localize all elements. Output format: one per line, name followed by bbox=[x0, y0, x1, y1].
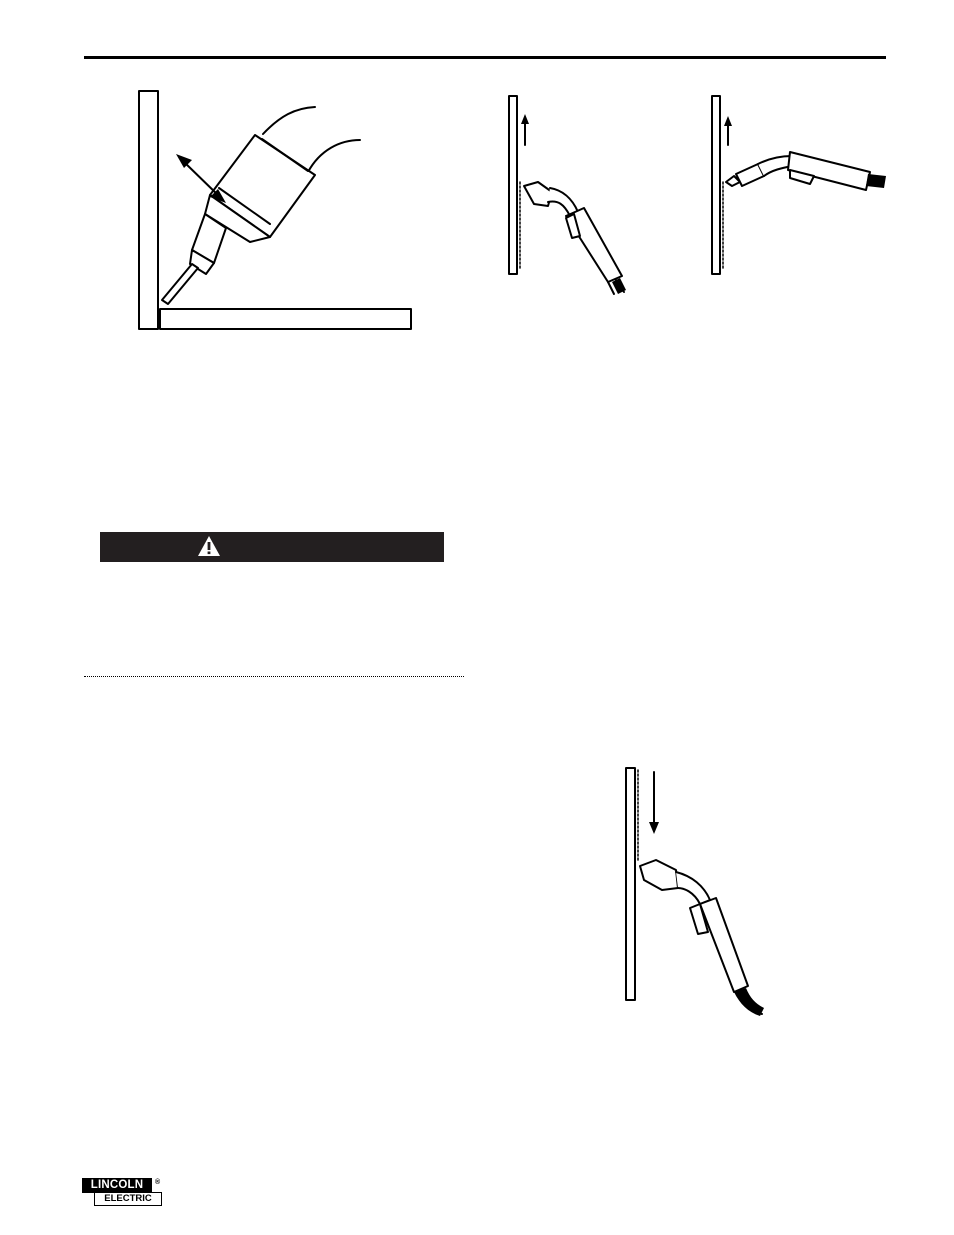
warning-triangle-icon bbox=[197, 535, 221, 557]
fillet-weld-illustration bbox=[130, 80, 430, 340]
header-rule bbox=[84, 56, 886, 59]
logo-line-1: LINCOLN bbox=[82, 1178, 152, 1193]
registered-mark: ® bbox=[155, 1179, 161, 1186]
vertical-up-angled-weld-illustration bbox=[700, 90, 890, 285]
warning-banner bbox=[100, 532, 444, 562]
lincoln-electric-logo bbox=[82, 1178, 164, 1208]
section-divider bbox=[84, 676, 464, 677]
vertical-up-weld-illustration bbox=[500, 90, 640, 305]
logo-line-2: ELECTRIC bbox=[94, 1192, 162, 1206]
vertical-down-weld-illustration bbox=[618, 762, 768, 1022]
